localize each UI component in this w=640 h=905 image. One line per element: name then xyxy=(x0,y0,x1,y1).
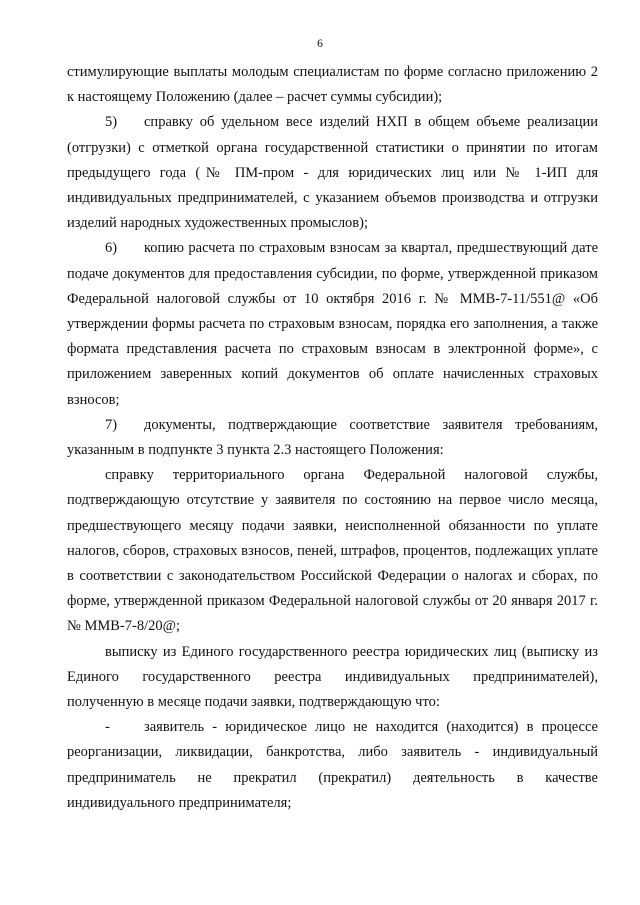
list-item-dash xyxy=(67,715,598,816)
list-item-5 xyxy=(67,110,598,236)
document-body xyxy=(67,60,598,816)
item-text-7: документы, подтверждающие соответствие заявителя требованиям, указанным в подпункте 3 пункта 2.3 настоящего Положения: xyxy=(67,416,598,459)
list-item-7 xyxy=(67,413,598,463)
list-item-6 xyxy=(67,236,598,412)
item-marker-dash: - xyxy=(105,719,110,736)
paragraph-tax-certificate: справку территориального органа Федеральной налоговой службы, подтверждающую отсутствие у заявителя по состоянию на первое число месяца, предшествующего месяцу подачи заявки, неисполненной обязанности по уплате налогов, сборов, страховых взносов, пеней, штрафов, процентов, подлежащих уплате в соответствии с законодательством Российской Федерации о налогах и сборах, по форме, утвержденной приказом Федеральной налоговой службы от 20 января 2017 г. № ММВ-7-8/20@; xyxy=(67,467,598,635)
item-text-5: справку об удельном весе изделий НХП в общем объеме реализации (отгрузки) с отметкой органа государственной статистики о принятии по итогам предыдущего года (№ ПМ-пром - для юридических лиц или № 1-ИП для индивидуальных предпринимателей, с указанием объемов производства и отгрузки изделий народных художественных промыслов); xyxy=(67,114,598,232)
paragraph-continuation: стимулирующие выплаты молодым специалистам по форме согласно приложению 2 к настоящему Положению (далее – расчет суммы субсидии); xyxy=(67,64,598,106)
item-marker-5: 5) xyxy=(105,114,118,131)
item-text-6: копию расчета по страховым взносам за квартал, предшествующий дате подаче документов для предоставления субсидии, по форме, утвержденной приказом Федеральной налоговой службы от 10 октября 2016 г. № ММВ-7-11/551@ «Об утверждении формы расчета по страховым взносам, порядка его заполнения, а также формата представления расчета по страховым взносам в электронной форме», с приложением заверенных копий документов об оплате начисленных страховых взносов; xyxy=(67,240,598,408)
page-number: 6 xyxy=(317,38,323,50)
item-marker-6: 6) xyxy=(105,240,118,257)
paragraph-registry-extract: выписку из Единого государственного реестра юридических лиц (выписку из Единого государственного реестра индивидуальных предпринимателей), полученную в месяце подачи заявки, подтверждающую что: xyxy=(67,643,598,711)
item-text-dash: заявитель - юридическое лицо не находится (находится) в процессе реорганизации, ликвидации, банкротства, либо заявитель - индивидуальный предприниматель не прекратил (прекратил) деятельность в качестве индивидуального предпринимателя; xyxy=(67,719,598,811)
item-marker-7: 7) xyxy=(105,416,118,433)
